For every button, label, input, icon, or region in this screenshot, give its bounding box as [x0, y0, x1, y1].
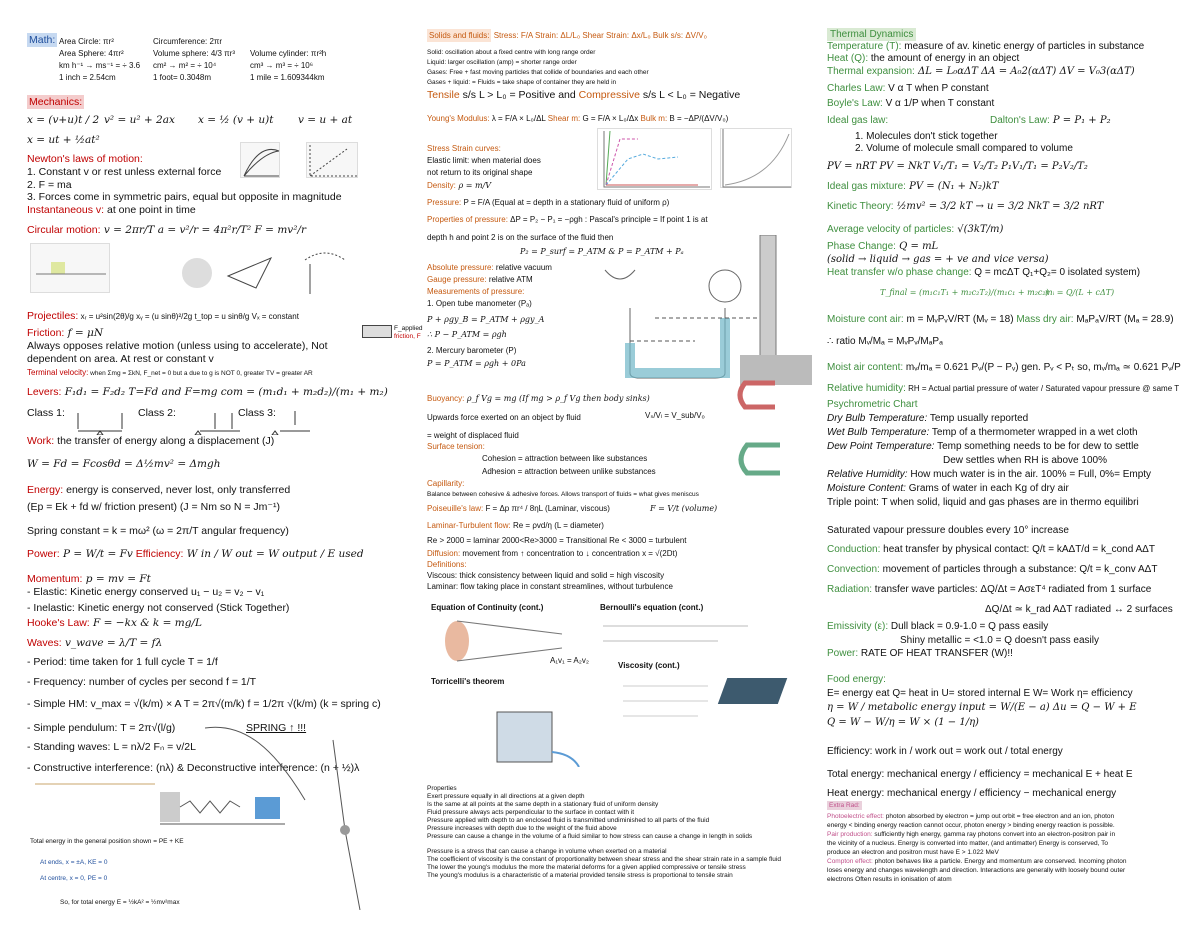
diagram-caption: Total energy in the general position shown = PE + KE	[30, 838, 184, 845]
text-line: produce an electron and positron must have E > 1.022 MeV	[827, 849, 999, 856]
formula: mᵥ/mₐ = 0.621 Pᵥ/(P − Pᵥ) gen. Pᵥ < Pₜ so, mᵥ/mₐ ≃ 0.621 Pᵥ/P	[903, 362, 1181, 373]
label: Power:	[827, 648, 859, 659]
formula: ΔQ/Δt ≃ k_rad AΔT radiated ↔ 2 surfaces	[985, 604, 1173, 615]
friction-label: friction, F	[394, 333, 421, 340]
slide-title: Bernoulli's equation (cont.)	[600, 603, 704, 612]
label: Compton effect:	[827, 858, 873, 865]
formula: MₐPₐV/RT (Mₐ = 28.9)	[1073, 314, 1174, 325]
text-line: = weight of displaced fluid	[427, 431, 519, 440]
barometer-image	[740, 235, 812, 385]
text: relative vacuum	[493, 263, 552, 272]
label: Bulk m:	[640, 114, 668, 123]
text: measure of av. kinetic energy of particles in substance	[901, 41, 1145, 52]
formula: Efficiency: work in / work out = work out / total energy	[827, 746, 1063, 757]
text: V α T when P constant	[885, 83, 989, 94]
formula: Vₛ/Vₗ = V_sub/Vₒ	[645, 411, 705, 420]
label: Shear m:	[547, 114, 581, 123]
formula: (Ep = Ek + fd w/ friction present) (J = Nm so N = Jm⁻¹)	[27, 501, 280, 513]
label: Relative humidity:	[827, 383, 906, 394]
diagram-caption: So, for total energy E = ½kA² = ½mv²max	[60, 899, 180, 906]
psychrometric-heading: Psychrometric Chart	[827, 399, 918, 410]
formula: km h⁻¹ → ms⁻¹ = ÷ 3.6	[59, 61, 141, 70]
formula: ΔL = L₀αΔT ΔA = A₀2(αΔT) ΔV = V₀3(αΔT)	[914, 66, 1135, 77]
list-item: The young's modulus is a characteristic of a material provided tensile stress is proportional to tensile strain	[427, 872, 733, 879]
spring-note: SPRING ↑ !!!	[246, 722, 307, 734]
text-line: Solid: oscillation about a fixed centre with long range order	[427, 49, 596, 56]
formula: (solid → liquid → gas = + ve and vice versa)	[827, 254, 1049, 265]
text: ΔP = P₂ − P₁ = −ρgh : Pascal's principle = If point 1 is at	[507, 215, 708, 224]
formula: cm³ → m³ = ÷ 10⁶	[250, 61, 314, 70]
ideal-gas-heading: Ideal gas law:	[827, 115, 889, 126]
formula: p = mv = Ft	[82, 573, 151, 585]
label: Tensile	[427, 89, 460, 101]
measurement-heading: Measurements of pressure:	[427, 287, 525, 296]
label: Convection:	[827, 564, 880, 575]
formula: P₂ = P_surf = P_ATM & P = P_ATM + Pₐ	[520, 247, 684, 256]
slide-title: Viscosity (cont.)	[618, 661, 680, 670]
formula: 1 mile = 1.609344km	[250, 73, 325, 82]
label: Temperature (T):	[827, 41, 902, 52]
text-line: depth h and point 2 is on the surface of the fluid then	[427, 233, 614, 242]
list-item: Pressure increases with depth due to the weight of the fluid above	[427, 825, 617, 832]
formula: F = Δp πr⁴ / 8ηL (Laminar, viscous)	[483, 504, 610, 513]
label: Moisture cont air:	[827, 314, 904, 325]
label: Compressive	[578, 89, 640, 101]
solids-heading: Solids and fluids:	[429, 31, 490, 40]
formula: Re = ρvd/η (L = diameter)	[510, 521, 604, 530]
formula: movement of particles through a substance: Q/t = k_conv AΔT	[879, 564, 1158, 575]
text: V α 1/P when T constant	[882, 98, 995, 109]
list-item: Is the same at all points at the same depth in a stationary fluid of uniform density	[427, 801, 659, 808]
text: photon absorbed by electron = jump out orbit = free electron and an ion, photon	[883, 813, 1115, 820]
text: Temp usually reported	[927, 413, 1029, 424]
projectile-graph-image	[240, 142, 280, 178]
label: Density:	[427, 181, 456, 190]
text-line: 2. F = ma	[27, 179, 72, 191]
thermal-heading: Thermal Dynamics	[827, 28, 916, 41]
label: Average velocity of particles:	[827, 224, 955, 235]
label: Dalton's Law:	[990, 115, 1050, 126]
formula: Volume cylinder: πr²h	[250, 49, 327, 58]
slide-title: Torricelli's theorem	[431, 677, 505, 686]
text: RATE OF HEAT TRANSFER (W)!!	[858, 648, 1013, 659]
formula: ρ_f Vg = mg (If mg > ρ_f Vg then body sinks)	[464, 394, 650, 403]
label: Phase Change:	[827, 241, 896, 252]
label: Emissivity (ε):	[827, 621, 889, 632]
label: Momentum:	[27, 573, 83, 585]
text: s/s L < L₀ = Negative	[639, 89, 741, 101]
text-line: Re > 2000 = laminar 2000<Re>3000 = Transitional Re < 3000 = turbulent	[427, 536, 687, 545]
formula: ∴ P − P_ATM = ρgh	[427, 330, 507, 339]
text-line: 2. Volume of molecule small compared to volume	[855, 143, 1073, 154]
label: Diffusion:	[427, 549, 461, 558]
j-shaped-graph	[720, 128, 792, 188]
label: Work:	[27, 435, 55, 447]
formula: transfer wave particles: ΔQ/Δt = AσεT⁴ radiated from 1 surface	[872, 584, 1152, 595]
text-line: not return to its original shape	[427, 168, 533, 177]
list-item: Exert pressure equally in all directions at a given depth	[427, 793, 585, 800]
formula: 1 foot= 0.3048m	[153, 73, 212, 82]
lever-class-2: Class 2:	[138, 407, 176, 419]
math-heading: Math:	[29, 34, 56, 46]
formula: v_wave = λ/T = fλ	[61, 637, 163, 649]
text: Dull black = 0.9-1.0 = Q pass easily	[888, 621, 1049, 632]
label: Buoyancy:	[427, 394, 465, 403]
formula: v = 2πr/T a = v²/r = 4π²r/T² F = mv²/r	[100, 224, 306, 236]
list-item: Pressure applied with depth to an enclosed fluid is transmitted undiminished to all parts of the fluid	[427, 817, 710, 824]
formula: f = μN	[64, 327, 104, 339]
label: Friction:	[27, 327, 65, 339]
label: Circular motion:	[27, 224, 101, 236]
formula: ∴ ratio Mᵥ/Mₐ = MᵥPᵥ/MₐPₐ	[827, 336, 943, 347]
formula: G = F/A × L₀/Δx	[580, 114, 641, 123]
label: Projectiles:	[27, 310, 79, 322]
formula: Q = mL	[895, 241, 939, 252]
label: Gauge pressure:	[427, 275, 487, 284]
formula: v = u + at	[298, 114, 353, 126]
formula: √(3kT/m)	[954, 224, 1004, 235]
formula: W = Fd = Fcosθd = Δ½mv² = Δmgh	[27, 458, 221, 470]
text-line: Shiny metallic = <1.0 = Q doesn't pass easily	[900, 635, 1099, 646]
text-line: E= energy eat Q= heat in U= stored internal E W= Work η= efficiency	[827, 688, 1133, 699]
formula: xᵣ = u²sin(2θ)/g xᵧ = (u sinθ)²/2g t_top = u sinθ/g Vₓ = constant	[78, 312, 299, 321]
label: Conduction:	[827, 544, 881, 555]
continuity-slide	[427, 600, 587, 770]
text: at one point in time	[104, 204, 196, 216]
text: Temp of a thermometer wrapped in a wet cloth	[929, 427, 1138, 438]
formula: T_final = (m₁c₁T₁ + m₂c₂T₂)/(m₁c₁ + m₂c₂)	[880, 288, 1049, 297]
formula: Spring constant = k = mω² (ω = 2π/T angular frequency)	[27, 525, 289, 537]
formula: Area Sphere: 4πr²	[59, 49, 124, 58]
diagram-caption: At ends, x = ±A, KE = 0	[40, 859, 108, 866]
list-item: The lower the young's modulus the more the material deforms for a given applied compressive or tensile stress	[427, 864, 746, 871]
text: Temp something needs to be for dew to settle	[934, 441, 1139, 452]
formula: mᵢ = Q/(L + cΔT)	[1045, 288, 1115, 297]
continuity-formula: A₁v₁ = A₂v₂	[550, 656, 589, 665]
label: Terminal velocity:	[27, 368, 89, 377]
diagram-caption: At centre, x = 0, PE = 0	[40, 875, 108, 882]
text-line: Upwards force exerted on an object by fluid	[427, 413, 581, 422]
formula: Q = mcΔT Q₁+Q₂= 0 isolated system)	[971, 267, 1141, 278]
text-line: 3. Forces come in symmetric pairs, equal but opposite in magnitude	[27, 191, 342, 203]
lever-class-3: Class 3:	[238, 407, 276, 419]
label: Thermal expansion:	[827, 66, 915, 77]
label: Hooke's Law:	[27, 617, 90, 629]
text-line: dependent on area. At rest or constant v	[27, 353, 214, 365]
label: Wet Bulb Temperature:	[827, 427, 930, 438]
text-line: - Elastic: Kinetic energy conserved u₁ − u₂ = v₂ − v₁	[27, 586, 265, 598]
formula: RH = Actual partial pressure of water / Saturated vapour pressure @ same T	[905, 384, 1180, 393]
text: relative ATM	[486, 275, 533, 284]
text-line: Viscous: thick consistency between liquid and solid = high viscosity	[427, 571, 665, 580]
label: Young's Modulus:	[427, 114, 490, 123]
text: energy is conserved, never lost, only transferred	[63, 484, 291, 496]
label: Pair production:	[827, 831, 873, 838]
text-line: Gases + liquid: = Fluids = take shape of container they are held in	[427, 79, 617, 86]
label: Photoelectric effect:	[827, 813, 884, 820]
food-energy-heading: Food energy:	[827, 674, 886, 685]
velocity-graph-image	[306, 142, 358, 178]
text: photon behaves like a particle. Energy and momentum are conserved. Incoming photon	[872, 858, 1127, 865]
list-item: Properties	[427, 785, 457, 792]
label: Efficiency:	[132, 548, 184, 560]
newton-heading: Newton's laws of motion:	[27, 153, 143, 165]
text-line: the vicinity of a nucleus. Energy is converted into matter, (and antimatter) Energy is conserved, To	[827, 840, 1108, 847]
formula: P = P₁ + P₂	[1049, 115, 1111, 126]
text: s/s L > L₀ = Positive and	[459, 89, 579, 101]
text-line: loses energy and changes wavelength and direction. Interactions are generally with loosely bound outer	[827, 867, 1126, 874]
text-line: Liquid: larger oscillation (amp) = shorter range order	[427, 59, 577, 66]
text-line: 1. Open tube manometer (Pₐ)	[427, 299, 532, 308]
formula: Total energy: mechanical energy / efficiency = mechanical E + heat E	[827, 769, 1133, 780]
formula: x = ½ (v + u)t	[198, 114, 274, 126]
label: Levers:	[27, 386, 62, 398]
text-line: Laminar: flow taking place in constant streamlines, without turbulence	[427, 582, 673, 591]
properties-list	[427, 785, 781, 880]
stress-strain-heading: Stress Strain curves:	[427, 144, 501, 153]
text: when Σmg = ΣkN, F_net = 0 but a due to g is NOT 0, greater TV = greater AR	[88, 370, 313, 377]
slide-title: Equation of Continuity (cont.)	[431, 603, 544, 612]
text-line: Gases: Free + fast moving particles that collide of boundaries and each other	[427, 69, 649, 76]
extra-rad-heading: Extra Rad:	[829, 802, 860, 809]
list-item: The coefficient of viscosity is the constant of proportionality between shear stress and the shear strain rate in a sample fluid	[427, 856, 781, 863]
text-line: Always opposes relative motion (unless using to accelerate), Not	[27, 340, 328, 352]
formula: F = V/t (volume)	[650, 504, 718, 513]
text-line: 1. Constant v or rest unless external force	[27, 166, 222, 178]
text-line: electrons Often results in ionisation of atom	[827, 876, 952, 883]
text-line: - Simple pendulum: T = 2π√(l/g)	[27, 722, 176, 734]
formula: η = W / metabolic energy input = W/(E − a) Δu = Q − W + E	[827, 702, 1137, 713]
text: the amount of energy in an object	[868, 53, 1020, 64]
formula: Area Circle: πr²	[59, 37, 114, 46]
definitions-heading: Definitions:	[427, 560, 467, 569]
text: Grams of water in each Kg of dry air	[905, 483, 1069, 494]
label: Heat (Q):	[827, 53, 869, 64]
label: Relative Humidity:	[827, 469, 908, 480]
label: Moist air content:	[827, 362, 904, 373]
list-item: Pressure is a stress that can cause a change in volume when exerted on a material	[427, 848, 667, 855]
triangle-diagram-image	[226, 256, 286, 290]
label: Laminar-Turbulent flow:	[427, 521, 511, 530]
label: Heat transfer w/o phase change:	[827, 267, 972, 278]
formula: Heat energy: mechanical energy / efficiency − mechanical energy	[827, 788, 1117, 799]
label: Pressure:	[427, 198, 462, 207]
text-line: - Frequency: number of cycles per second f = 1/T	[27, 676, 257, 688]
text-line: Balance between cohesive & adhesive forces. Allows transport of fluids = what gives meniscus	[427, 491, 699, 498]
formula: m = MᵥPᵥV/RT (Mᵥ = 18)	[903, 314, 1017, 325]
label: Boyle's Law:	[827, 98, 883, 109]
text-line: Dew settles when RH is above 100%	[943, 455, 1107, 466]
label: Dry Bulb Temperature:	[827, 413, 928, 424]
label: Instantaneous v:	[27, 204, 105, 216]
text-line: - Simple HM: v_max = √(k/m) × A T = 2π√(m/k) f = 1/2π √(k/m) (k = spring c)	[27, 698, 381, 710]
bernoulli-viscosity-slide	[598, 600, 798, 770]
label: Charles Law:	[827, 83, 886, 94]
text-line: Cohesion = attraction between like substances	[482, 454, 648, 463]
text: movement from ↑ concentration to ↓ concentration x = √(2Dt)	[460, 549, 678, 558]
formula: W in / W out = W output / E used	[183, 548, 364, 560]
formula: x = ut + ½at²	[27, 134, 100, 146]
label: Power:	[27, 548, 60, 560]
capillary-tube-images	[735, 375, 807, 485]
formula: Q = W − W/η = W × (1 − 1/η)	[827, 717, 979, 728]
formula: λ = F/A × L₀/ΔL	[489, 114, 548, 123]
formula: Stress: F/A Strain: ΔL/L₀ Shear Strain: Δx/L₀ Bulk s/s: ΔV/V₀	[491, 31, 707, 40]
text: the transfer of energy along a displacement (J)	[54, 435, 275, 447]
stress-strain-graph	[597, 128, 712, 190]
friction-block-image	[362, 325, 392, 338]
text-line: 1. Molecules don't stick together	[855, 131, 998, 142]
label: Dew Point Temperature:	[827, 441, 935, 452]
applied-force-label: F_applied	[394, 325, 423, 332]
formula: F₁d₁ = F₂d₂ T=Fd and F=mg com = (m₁d₁ + m₂d₂)/(m₁ + m₂)	[61, 386, 388, 398]
text-line: - Inelastic: Kinetic energy not conserved (Stick Together)	[27, 602, 290, 614]
label: Kinetic Theory:	[827, 201, 894, 212]
text-line: - Constructive interference: (nλ) & Deconstructive interference: (n + ½)λ	[27, 762, 360, 774]
label: Ideal gas mixture:	[827, 181, 906, 192]
formula: x = (v+u)t / 2	[27, 114, 100, 126]
label: Absolute pressure:	[427, 263, 494, 272]
mechanics-heading: Mechanics:	[29, 96, 83, 108]
text: How much water is in the air. 100% = Full, 0%= Empty	[907, 469, 1152, 480]
formula: 1 inch = 2.54cm	[59, 73, 116, 82]
formula: B = −ΔP/(ΔV/V₀)	[667, 114, 729, 123]
text-line: Saturated vapour pressure doubles every 10° increase	[827, 525, 1069, 536]
text-line: 2. Mercury barometer (P)	[427, 346, 517, 355]
formula: ½mv² = 3/2 kT → u = 3/2 NkT = 3/2 nRT	[893, 201, 1104, 212]
label: Waves:	[27, 637, 62, 649]
formula: F = −kx & k = mg/L	[89, 617, 202, 629]
formula: PV = nRT PV = NkT V₁/T₁ = V₂/T₂ P₁V₁/T₁ = P₂V₂/T₂	[827, 161, 1088, 172]
label: Mass dry air:	[1016, 314, 1074, 325]
capillarity-heading: Capillarity:	[427, 479, 465, 488]
text-line: - Period: time taken for 1 full cycle T = 1/f	[27, 656, 218, 668]
list-item: Fluid pressure always acts perpendicular to the surface in contact with it	[427, 809, 635, 816]
text-line: - Standing waves: L = nλ/2 Fₙ = v/2L	[27, 741, 196, 753]
formula: cm² → m² = ÷ 10⁴	[153, 61, 217, 70]
formula: PV = (N₁ + N₂)kT	[905, 181, 999, 192]
text-line: Adhesion = attraction between unlike substances	[482, 467, 656, 476]
list-item: Pressure can cause a change in the volume of a fluid similar to how stress can cause a change in length in solids	[427, 833, 753, 840]
formula: P = P_ATM = ρgh + 0Pa	[427, 359, 526, 368]
lever-diagrams	[70, 403, 310, 435]
label: Energy:	[27, 484, 64, 496]
surface-tension-heading: Surface tension:	[427, 442, 485, 451]
text-line: Triple point: T when solid, liquid and gas phases are in thermo equilibri	[827, 497, 1139, 508]
text-line: Elastic limit: when material does	[427, 156, 541, 165]
label: Radiation:	[827, 584, 873, 595]
circular-motion-image	[182, 258, 212, 288]
text: sufficiently high energy, gamma ray photons convert into an electron-positron pair in	[872, 831, 1116, 838]
label: Properties of pressure:	[427, 215, 508, 224]
vector-diagram-image	[30, 243, 110, 293]
formula: v² = u² + 2ax	[104, 114, 175, 126]
pendulum-arc-image	[300, 250, 350, 294]
formula: P + ρgy_B = P_ATM + ρgy_A	[427, 315, 545, 324]
label: Moisture Content:	[827, 483, 906, 494]
spring-mass-image	[30, 782, 290, 834]
text: P = F/A (Equal at = depth in a stationary fluid of uniform ρ)	[461, 198, 670, 207]
formula: ρ = m/V	[455, 181, 491, 190]
formula: Volume sphere: 4/3 πr³	[153, 49, 236, 58]
text-line: energy < binding energy reaction cannot occur, photon energy > binding energy reaction is possible.	[827, 822, 1115, 829]
formula: heat transfer by physical contact: Q/t = kAΔT/d = k_cond AΔT	[880, 544, 1155, 555]
formula: P = W/t = Fv	[59, 548, 133, 560]
label: Poiseuille's law:	[427, 504, 484, 513]
formula: Circumference: 2πr	[153, 37, 223, 46]
lever-class-1: Class 1:	[27, 407, 65, 419]
